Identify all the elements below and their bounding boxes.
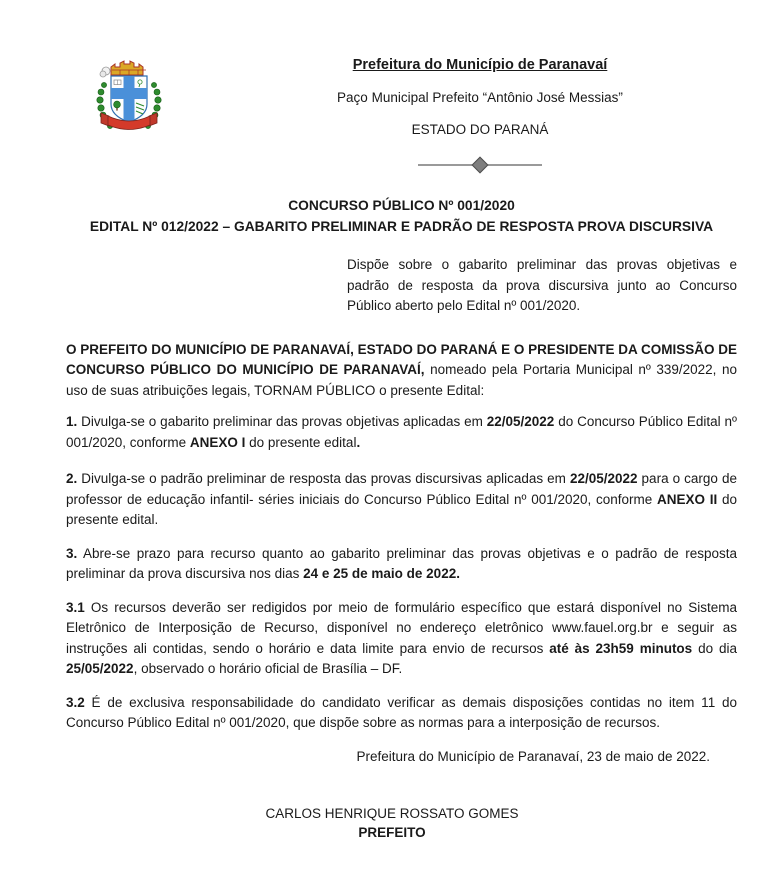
- edital-item-3: [66, 544, 737, 585]
- document-title: [66, 195, 737, 237]
- text-run: ANEXO II: [656, 491, 718, 507]
- text-run: 25/05/2022: [66, 661, 134, 676]
- edital-item-3-1: [66, 598, 737, 680]
- text-run: 3.2: [66, 694, 85, 710]
- text-run: .: [356, 434, 361, 450]
- edital-item-2: [66, 469, 737, 531]
- ementa-summary: Dispõe sobre o gabarito preliminar das provas objetivas e padrão de resposta da prova discursiva junto ao Concurso Público aberto pelo Edital nº 001/2020.: [347, 257, 737, 313]
- text-run: ANEXO I: [189, 434, 246, 450]
- text-run: 22/05/2022: [486, 414, 555, 429]
- paragraph-opening: [66, 340, 737, 402]
- title-line-2: EDITAL Nº 012/2022 – GABARITO PRELIMINAR E PADRÃO DE RESPOSTA PROVA DISCURSIVA: [89, 219, 714, 234]
- text-run: Divulga-se o gabarito preliminar das provas objetivas aplicadas em: [77, 414, 487, 429]
- text-run: 1.: [66, 414, 78, 429]
- text-run: É de exclusiva responsabilidade do candidato verificar as demais disposições contidas no item 11 do Concurso Público Edital nº 001/2020, que dispõe sobre as normas para a interposição de recursos.: [66, 694, 737, 730]
- ornamental-divider: [223, 158, 737, 171]
- text-run: 3.: [66, 545, 78, 561]
- municipal-hall-line: Paço Municipal Prefeito “Antônio José Messias”: [337, 90, 623, 105]
- text-run: para o cargo de professor de educação infantil- séries iniciais do Concurso Público Edital nº 001/2020, conforme: [66, 471, 737, 507]
- shield-cross-vertical: [124, 76, 135, 126]
- text-run: 2.: [66, 471, 78, 486]
- text-run: do presente edital: [245, 434, 357, 450]
- text-run: Abre-se prazo para recurso quanto ao gabarito preliminar das provas objetivas e o padrão de resposta preliminar da prova discursiva nos dias: [66, 545, 737, 581]
- text-run: até às 23h59 minutos: [549, 640, 693, 656]
- text-run: 22/05/2022: [569, 471, 638, 486]
- text-run: do dia: [692, 640, 738, 656]
- signatory-name: CARLOS HENRIQUE ROSSATO GOMES: [265, 805, 519, 821]
- signatory-role: PREFEITO: [358, 824, 426, 840]
- text-run: O PREFEITO DO MUNICÍPIO DE PARANAVAÍ, ESTADO DO PARANÁ E O PRESIDENTE DA COMISSÃO DE CONCURSO PÚBLICO DO MUNICÍPIO DE PARANAVAÍ,: [66, 341, 737, 377]
- signature-block: [0, 804, 784, 842]
- date-line: Prefeitura do Município de Paranavaí, 23 de maio de 2022.: [356, 748, 710, 764]
- text-run: , observado o horário oficial de Brasília – DF.: [133, 661, 403, 676]
- text-run: 24 e 25 de maio de 2022.: [303, 566, 460, 581]
- state-line: ESTADO DO PARANÁ: [411, 122, 549, 137]
- text-run: 3.1: [66, 599, 85, 615]
- diamond-icon: [472, 156, 489, 173]
- text-run: Os recursos deverão ser redigidos por meio de formulário específico que estará disponível no Sistema Eletrônico de Interposição de Recurso, disponível no endereço eletrônico www.fauel.org.br e seguir as instruções ali contidas, sendo o horário e data limite para envio de recursos: [66, 599, 737, 656]
- edital-item-3-2: [66, 693, 737, 734]
- text-run: do Concurso Público Edital nº 001/2020, conforme: [66, 414, 737, 450]
- divider-line-right: [488, 164, 542, 166]
- municipal-coat-of-arms-icon: [95, 57, 163, 143]
- document-header: [223, 57, 737, 171]
- title-line-1: CONCURSO PÚBLICO Nº 001/2020: [288, 198, 515, 213]
- text-run: do presente edital.: [66, 491, 737, 527]
- edital-item-1: [66, 412, 737, 453]
- shield: [111, 76, 147, 126]
- divider-line-left: [418, 164, 472, 166]
- cotton-boll: [100, 67, 110, 77]
- text-run: nomeado pela Portaria Municipal nº 339/2022, no uso de suas atribuições legais, TORNAM PÚBLICO o presente Edital:: [66, 362, 737, 398]
- book-charge: [114, 80, 121, 85]
- shield-cross-horizontal: [111, 88, 147, 99]
- org-name: Prefeitura do Município de Paranavaí: [352, 57, 608, 73]
- mural-crown: [111, 61, 146, 75]
- text-run: Divulga-se o padrão preliminar de resposta das provas discursivas aplicadas em: [77, 471, 570, 486]
